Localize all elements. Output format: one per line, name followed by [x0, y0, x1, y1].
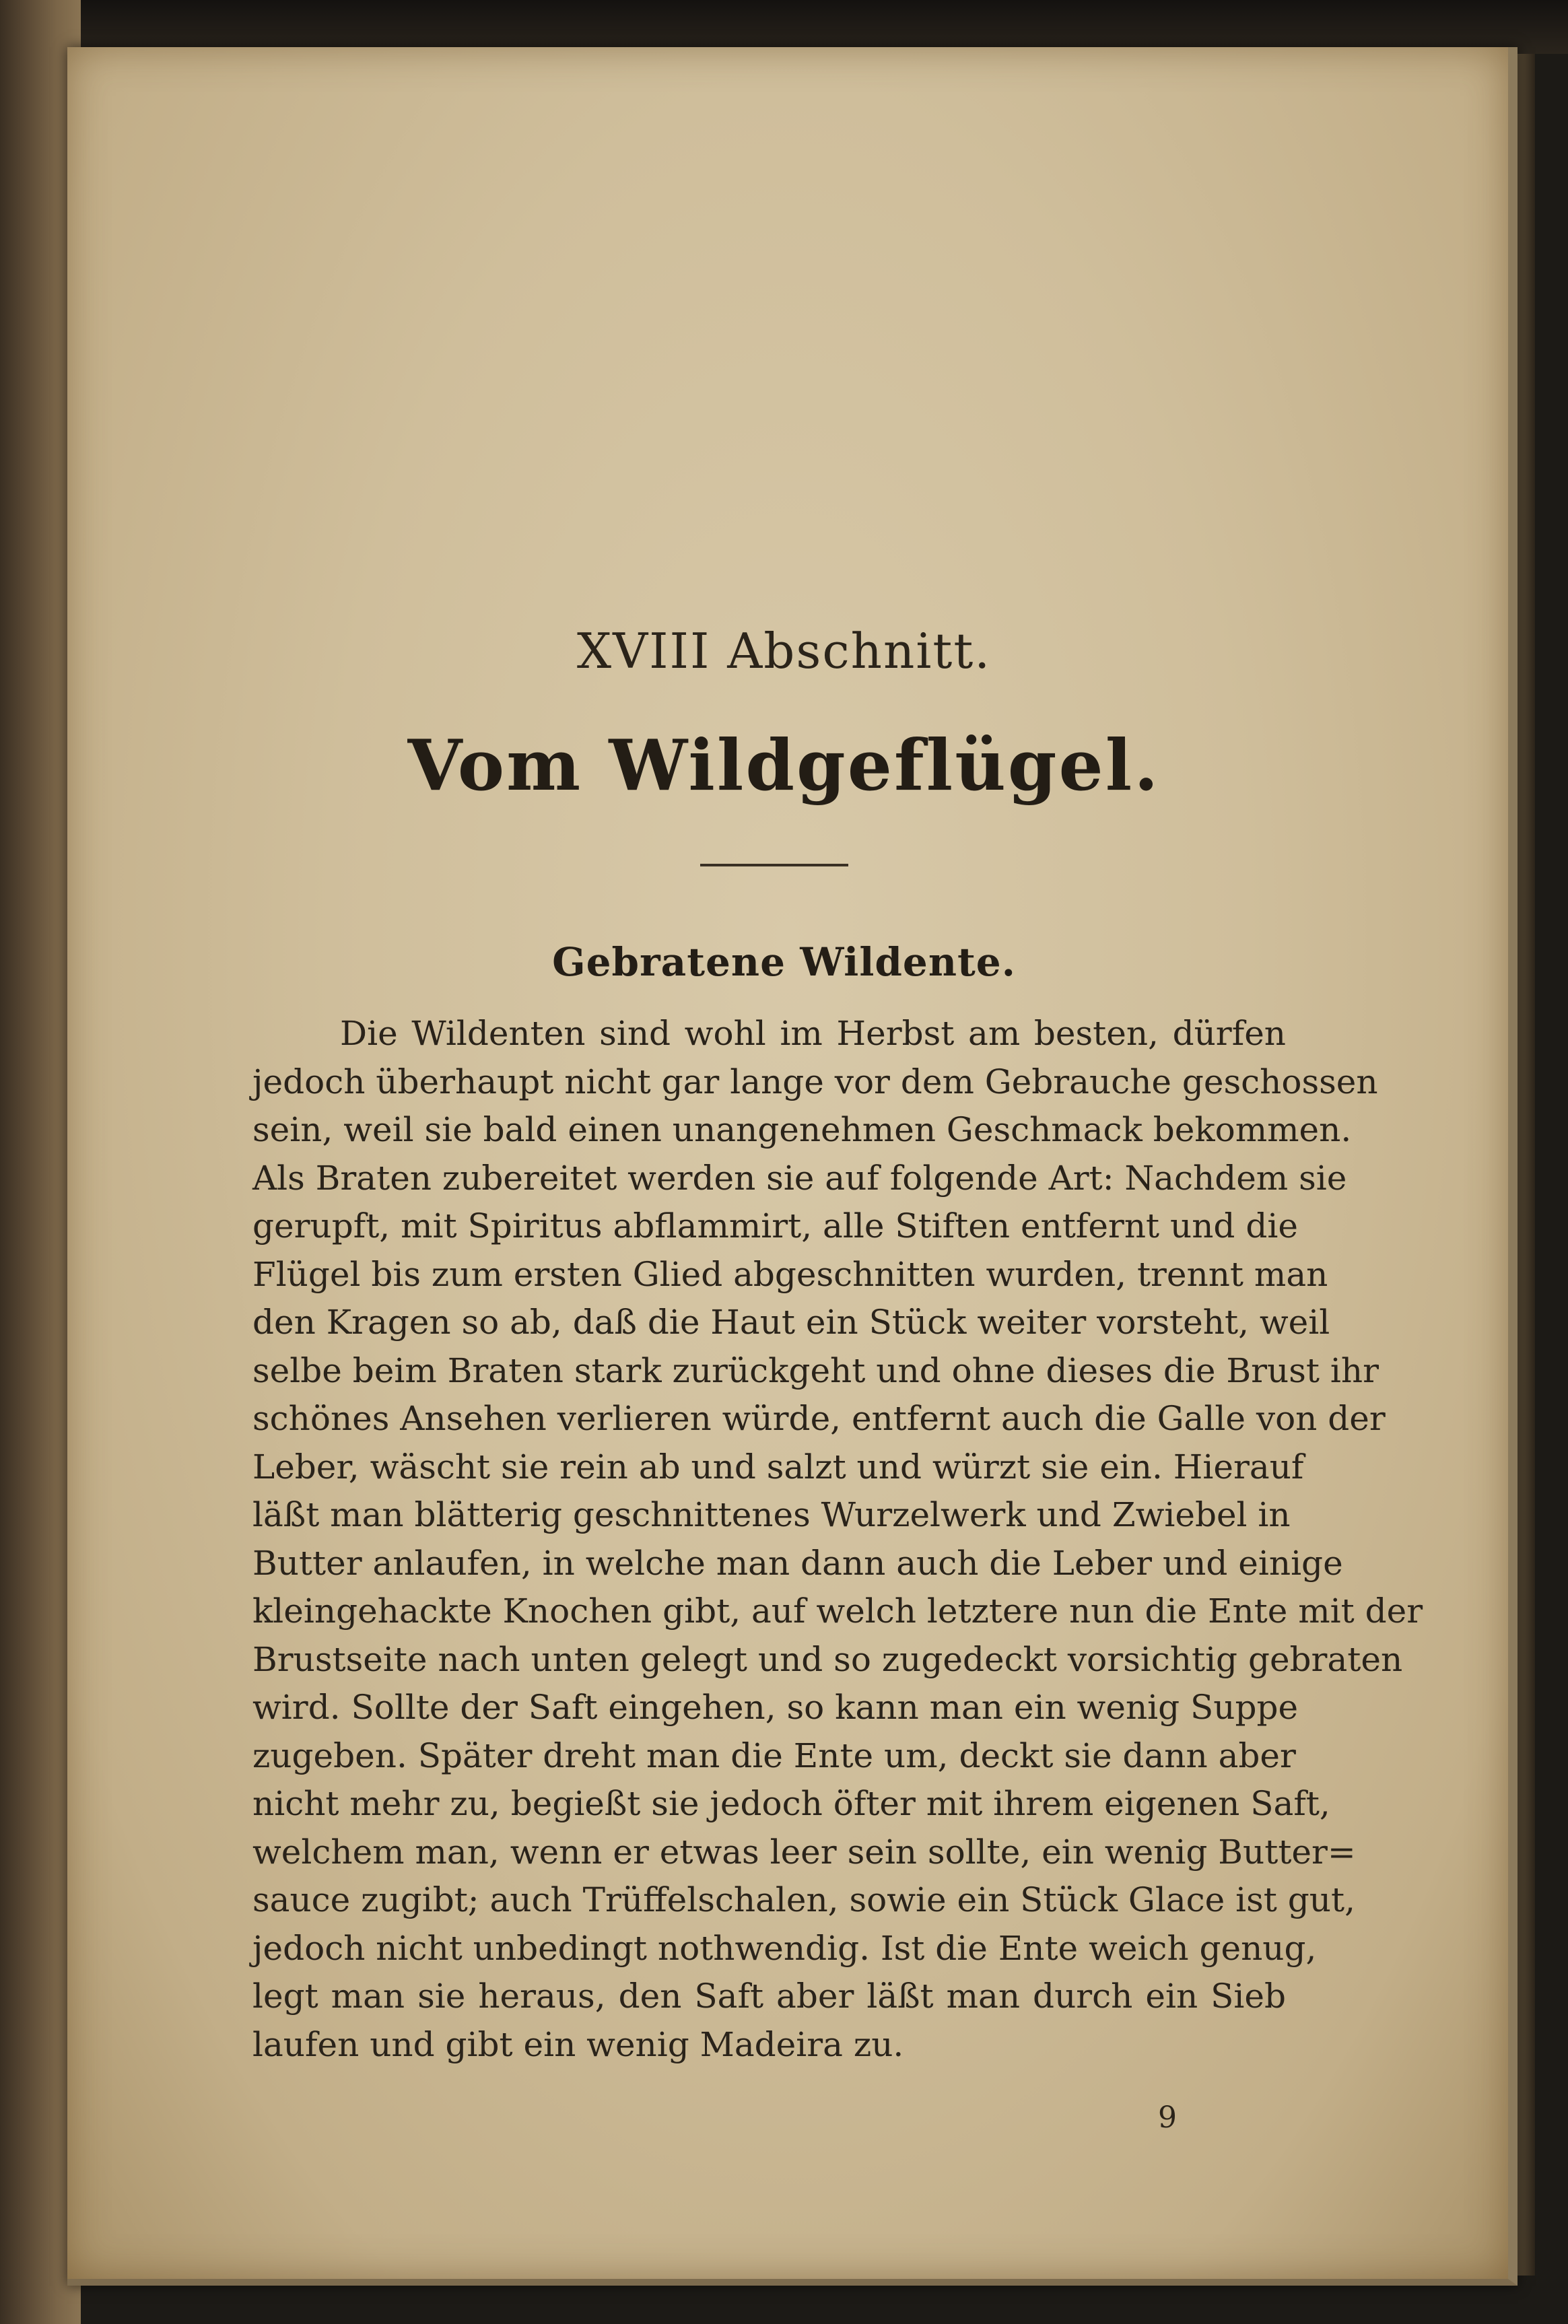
text-line: sein, weil sie bald einen unangenehmen Geschmack bekommen. [252, 1110, 1352, 1149]
recipe-paragraph [252, 1010, 1423, 2069]
text-line: schönes Ansehen verlieren würde, entfernt auch die Galle von der [252, 1399, 1386, 1438]
text-line: läßt man blätterig geschnittenes Wurzelwerk und Zwiebel in [252, 1495, 1291, 1534]
text-line: Butter anlaufen, in welche man dann auch die Leber und einige [252, 1543, 1343, 1583]
text-line: jedoch nicht unbedingt nothwendig. Ist die Ente weich genug, [252, 1928, 1317, 1968]
text-line: welchem man, wenn er etwas leer sein sollte, ein wenig Butter= [252, 1832, 1356, 1872]
text-line: Die Wildenten sind wohl im Herbst am besten, dürfen [340, 1014, 1286, 1053]
text-line: sauce zugibt; auch Trüffelschalen, sowie ein Stück Glace ist gut, [252, 1880, 1355, 1919]
book-cover-top [0, 0, 1568, 54]
chapter-heading: XVIII Abschnitt. [576, 623, 992, 679]
text-line: laufen und gibt ein wenig Madeira zu. [252, 2024, 904, 2064]
text-line: Brustseite nach unten gelegt und so zugedeckt vorsichtig gebraten [252, 1639, 1403, 1679]
text-line: gerupft, mit Spiritus abflammirt, alle Stiften entfernt und die [252, 1206, 1298, 1245]
text-line: zugeben. Später dreht man die Ente um, deckt sie dann aber [252, 1736, 1296, 1775]
text-line: Leber, wäscht sie rein ab und salzt und würzt sie ein. Hierauf [252, 1447, 1304, 1486]
text-line: legt man sie heraus, den Saft aber läßt man durch ein Sieb [252, 1977, 1286, 2016]
text-line: kleingehackte Knochen gibt, auf welch letztere nun die Ente mit der [252, 1592, 1423, 1631]
section-title: Gebratene Wildente. [552, 939, 1016, 985]
page-number: 9 [1158, 2100, 1177, 2135]
text-line: Flügel bis zum ersten Glied abgeschnitten wurden, trennt man [252, 1254, 1328, 1294]
text-line: den Kragen so ab, daß die Haut ein Stück weiter vorsteht, weil [252, 1303, 1330, 1342]
divider-rule [700, 864, 848, 866]
text-line: Als Braten zubereitet werden sie auf folgende Art: Nachdem sie [252, 1158, 1347, 1198]
chapter-title: Vom Wildgeflügel. [407, 724, 1161, 807]
text-line: selbe beim Braten stark zurückgeht und ohne dieses die Brust ihr [252, 1351, 1379, 1390]
text-line: nicht mehr zu, begießt sie jedoch öfter mit ihrem eigenen Saft, [252, 1784, 1330, 1823]
text-line: wird. Sollte der Saft eingehen, so kann man ein wenig Suppe [252, 1688, 1299, 1727]
text-line: jedoch überhaupt nicht gar lange vor dem Gebrauche geschossen [252, 1062, 1378, 1101]
